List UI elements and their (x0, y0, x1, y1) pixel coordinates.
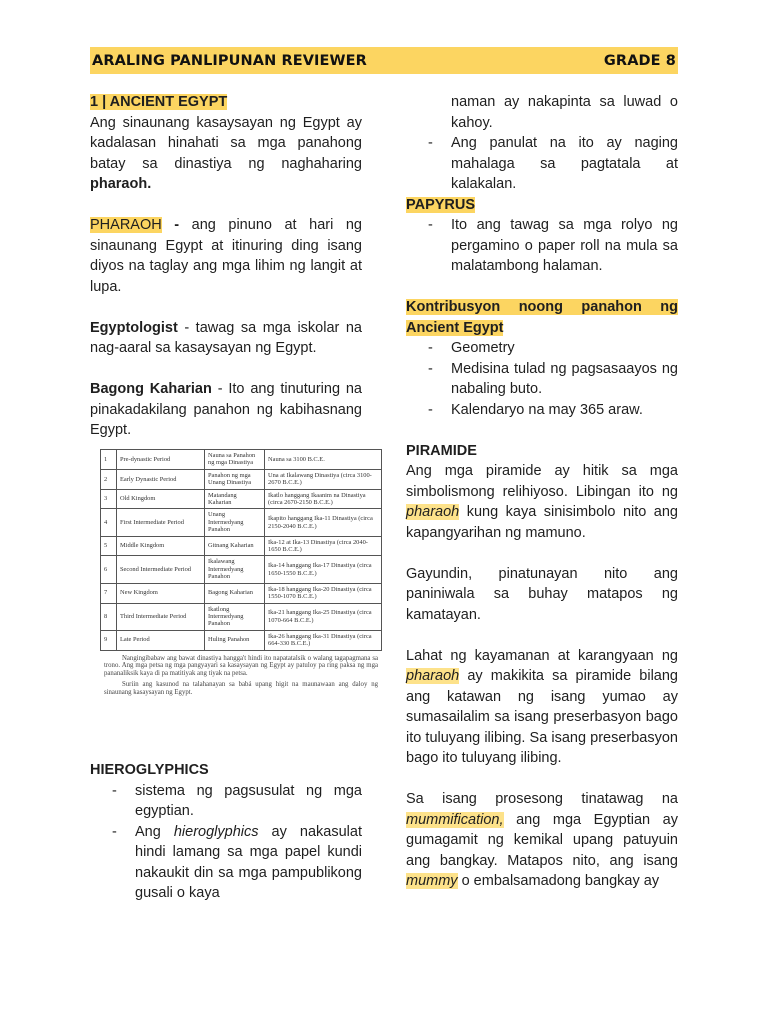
table-cell: Ikatlong Intermedyang Panahon (205, 603, 265, 630)
table-cell: Pre-dynastic Period (117, 450, 205, 470)
table-cell: Third Intermediate Period (117, 603, 205, 630)
table-cell: Second Intermediate Period (117, 556, 205, 583)
table-cell: 5 (101, 536, 117, 556)
table-row (101, 630, 382, 650)
table-cell: New Kingdom (117, 583, 205, 603)
right-column (406, 92, 678, 892)
list-item: - Ang hieroglyphics ay nakasulat hindi lamang sa mga papel kundi nakaukit din sa mga pampublikong gusali o kaya (90, 822, 362, 904)
table-note: Nangingibabaw ang bawat dinastiya hangga't hindi ito napatatalsik o walang tagapagmana sa trono. Ang mga petsa ng mga pangyayari sa kasaysayan ng Egypt ay patuloy pa ring paksa ng mga pananaliksik kaya di pa matitiyak ang tiyak na petsa. Suriin ang kasunod na talahanayan sa babá upang higit na maunawaan ang daloy ng sinaunang kasaysayan ng Egypt. (104, 654, 378, 696)
list-item: - sistema ng pagsusulat ng mga egyptian. (90, 781, 362, 822)
piramide-paragraph-1: Ang mga piramide ay hitik sa mga simbolismong relihiyoso. Libingan ito ng pharaoh kung kaya sinisimbolo nito ang kapangyarihan ng mamuno. (406, 463, 678, 541)
table-cell: 1 (101, 450, 117, 470)
table-cell: Ikalawang Intermedyang Panahon (205, 556, 265, 583)
egyptologist-definition: Egyptologist - tawag sa mga iskolar na nag-aaral sa kasaysayan ng Egypt. (90, 319, 362, 356)
table-row (101, 603, 382, 630)
table-cell: Ika-12 at Ika-13 Dinastiya (circa 2040-1650 B.C.E.) (265, 536, 382, 556)
kontribusyon-title: Kontribusyon noong panahon ng (406, 299, 678, 315)
table-cell: Ikapito hanggang Ika-11 Dinastiya (circa 2150-2040 B.C.E.) (265, 509, 382, 536)
table-cell: 7 (101, 583, 117, 603)
pharaoh-definition: PHARAOH - ang pinuno at hari ng sinaunang Egypt at itinuring ding isang diyos na taglay ang mga lihim ng langit at lupa. (90, 217, 362, 295)
table-cell: 9 (101, 630, 117, 650)
table-row (101, 450, 382, 470)
table-cell: Huling Panahon (205, 630, 265, 650)
table-row (101, 489, 382, 509)
left-column (90, 92, 362, 441)
table-cell: 2 (101, 469, 117, 489)
table-cell: Old Kingdom (117, 489, 205, 509)
list-item: - Ito ang tawag sa mga rolyo ng pergamino o paper roll na mula sa malatambong halaman. (406, 215, 678, 277)
dynasty-table-figure (100, 449, 382, 701)
continued-text: naman ay nakapinta sa luwad o kahoy. (451, 94, 678, 131)
table-cell: Ika-21 hanggang Ika-25 Dinastiya (circa 1070-664 B.C.E.) (265, 603, 382, 630)
table-row (101, 509, 382, 536)
intro-paragraph: Ang sinaunang kasaysayan ng Egypt ay kadalasan hinahati sa mga panahong batay sa dinastiya ng naghaharing pharaoh. (90, 114, 362, 192)
hieroglyphics-title: HIEROGLYPHICS (90, 762, 209, 778)
table-cell: 4 (101, 509, 117, 536)
table-cell: Matandang Kaharian (205, 489, 265, 509)
table-cell: Ika-26 hanggang Ika-31 Dinastiya (circa 664-330 B.C.E.) (265, 630, 382, 650)
piramide-title: PIRAMIDE (406, 442, 477, 459)
table-cell: Late Period (117, 630, 205, 650)
list-item: - Ang panulat na ito ay naging mahalaga sa pagtatala at kalakalan. (406, 133, 678, 195)
piramide-paragraph-4: Sa isang prosesong tinatawag na mummification, ang mga Egyptian ay gumagamit ng kemikal upang patuyuin ang bangkay. Matapos nito, ang isang mummy o embalsamadong bangkay ay (406, 791, 678, 889)
papyrus-title: PAPYRUS (406, 196, 476, 213)
list-item: - Medisina tulad ng pagsasaayos ng nabaling buto. (406, 359, 678, 400)
table-row (101, 556, 382, 583)
table-cell: Ika-14 hanggang Ika-17 Dinastiya (circa 1650-1550 B.C.E.) (265, 556, 382, 583)
table-cell: Nauna sa 3100 B.C.E. (265, 450, 382, 470)
document-title: ARALING PANLIPUNAN REVIEWER (92, 52, 367, 69)
section-title: 1 | ANCIENT EGYPT (90, 94, 228, 110)
table-cell: Middle Kingdom (117, 536, 205, 556)
table-cell: Ikatlo hanggang Ikaanim na Dinastiya (circa 2670-2150 B.C.E.) (265, 489, 382, 509)
list-item: - Kalendaryo na may 365 araw. (406, 400, 678, 421)
pharaoh-term: PHARAOH (90, 217, 162, 233)
table-cell: Gitnang Kaharian (205, 536, 265, 556)
hieroglyphics-section (90, 760, 362, 904)
table-cell: Unang Intermedyang Panahon (205, 509, 265, 536)
piramide-paragraph-2: Gayundin, pinatunayan nito ang paniniwala sa buhay matapos ng kamatayan. (406, 565, 678, 623)
table-cell: 8 (101, 603, 117, 630)
table-cell: Panahon ng mga Unang Dinastiya (205, 469, 265, 489)
table-cell: Bagong Kaharian (205, 583, 265, 603)
table-row (101, 583, 382, 603)
table-row (101, 469, 382, 489)
header-bar (90, 47, 678, 74)
table-cell: Ika-18 hanggang Ika-20 Dinastiya (circa 1550-1070 B.C.E.) (265, 583, 382, 603)
piramide-paragraph-3: Lahat ng kayamanan at karangyaan ng pharaoh ay makikita sa piramide bilang ang katawan ng isang yumao ay sumasailalim sa isang preserbasyon bago ito tuluyang ilibing. Sa isang preserbasyon bago ito tuluyang ilibing. (406, 647, 678, 766)
table-cell: First Intermediate Period (117, 509, 205, 536)
table-cell: 6 (101, 556, 117, 583)
table-cell: Early Dynastic Period (117, 469, 205, 489)
table-cell: Nauna sa Panahon ng mga Dinastiya (205, 450, 265, 470)
grade-label: GRADE 8 (603, 52, 676, 69)
table-row (101, 536, 382, 556)
dynasty-table (100, 449, 382, 651)
bagong-kaharian-definition: Bagong Kaharian - Ito ang tinuturing na pinakadakilang panahon ng kabihasnang Egypt. (90, 381, 362, 438)
kontribusyon-title-2: Ancient Egypt (406, 319, 504, 336)
table-cell: Una at Ikalawang Dinastiya (circa 3100-2670 B.C.E.) (265, 469, 382, 489)
table-cell: 3 (101, 489, 117, 509)
list-item: - Geometry (406, 338, 678, 359)
